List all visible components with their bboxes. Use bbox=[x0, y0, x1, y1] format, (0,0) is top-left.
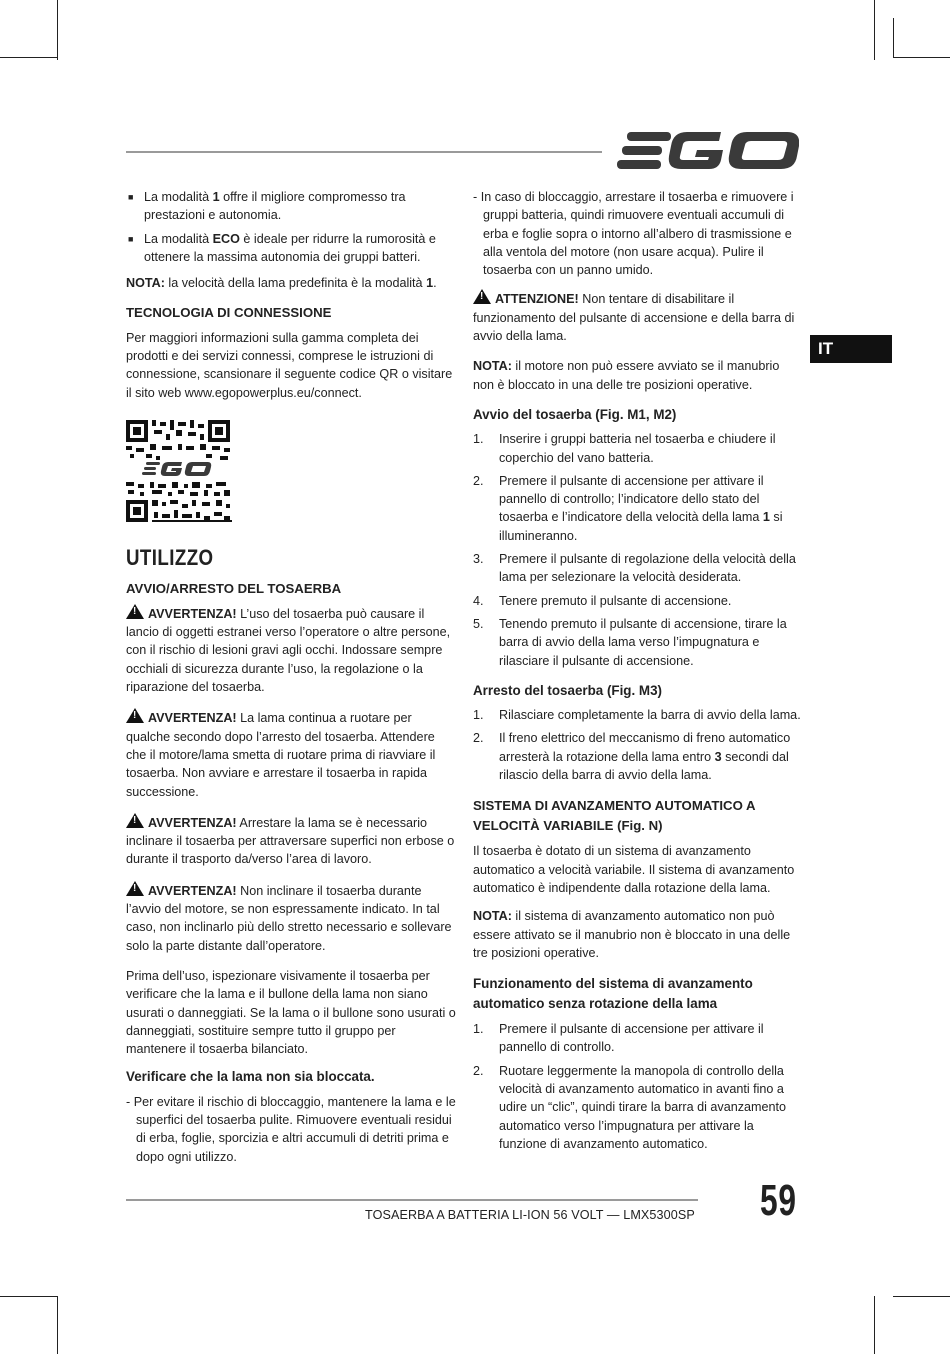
crop-mark bbox=[874, 0, 875, 60]
list-item: 4. Tenere premuto il pulsante di accensione. bbox=[473, 593, 732, 608]
note-paragraph: NOTA: il motore non può essere avviato se il manubrio non è bloccato in una delle tre posizioni operative. bbox=[473, 359, 780, 392]
left-column bbox=[126, 188, 456, 1166]
list-item: ■ La modalità 1 offre il migliore compromesso tra prestazioni e autonomia. bbox=[126, 188, 456, 225]
warning-icon: ! bbox=[126, 813, 144, 828]
func-steps-list bbox=[473, 1020, 803, 1153]
warning-paragraph: ! AVVERTENZA! La lama continua a ruotare per qualche secondo dopo l’arresto del tosaerba. Attendere che il motore/lama smetta di ruotare prima di riavviare il tosaerba. Non avviare e arrestare il tosaerba in rapida successione. bbox=[126, 710, 436, 799]
page-number: 59 bbox=[760, 1176, 797, 1225]
list-item: 1. Inserire i gruppi batteria nel tosaerba e chiudere il coperchio del vano batteria. bbox=[473, 432, 776, 465]
subsection-heading: Funzionamento del sistema di avanzamento automatico senza rotazione della lama bbox=[473, 976, 753, 1012]
stop-steps-list bbox=[473, 706, 803, 784]
footer-text: TOSAERBA A BATTERIA LI-ION 56 VOLT — LMX5300SP bbox=[365, 1208, 695, 1222]
subsection-heading: Verificare che la lama non sia bloccata. bbox=[126, 1069, 375, 1085]
crop-mark bbox=[893, 57, 950, 58]
header-rule bbox=[126, 151, 602, 153]
list-item: 5. Tenendo premuto il pulsante di accensione, tirare la barra di avvio della lama verso l’impugnatura e rilasciare il pulsante di accensione. bbox=[473, 616, 787, 668]
warning-icon: ! bbox=[126, 708, 144, 723]
list-item: 2. Ruotare leggermente la manopola di controllo della velocità di avanzamento automatico in avanti fino a udire un “clic”, quindi tirare la barra di avanzamento automatico verso l’impugnatura per attivare la funzione di avanzamento automatico. bbox=[473, 1063, 786, 1151]
dash-item: - In caso di bloccaggio, arrestare il tosaerba e rimuovere i gruppi batteria, quindi rimuovere eventuali accumuli di erba e foglie sopra o intorno all’albero di trasmissione e alla ventola del motore (non usare acqua). Pulire il tosaerba con un panno umido. bbox=[473, 190, 794, 278]
inspection-paragraph: Prima dell’uso, ispezionare visivamente il tosaerba per verificare che la lama e il bullone della lama non siano usurati o danneggiati. Se la lama o il bullone sono usurati o danneggiati, sostituire sempre tutto il gruppo per mantenere il tosaerba bilanciato. bbox=[126, 968, 456, 1057]
dash-item: - Per evitare il rischio di bloccaggio, mantenere la lama e le superfici del tosaerba pulite. Rimuovere eventuali residui di erba, foglie, sporcizia e altri accumuli di detriti prima e dopo ogni utilizzo. bbox=[126, 1094, 456, 1164]
crop-mark bbox=[893, 18, 894, 58]
crop-mark bbox=[0, 1296, 57, 1297]
warning-paragraph: ! AVVERTENZA! Non inclinare il tosaerba durante l’avvio del motore, se non espressamente indicato. In tal caso, non inclinarlo più dello stretto necessario e sollevare solo la parte distante dall’operatore. bbox=[126, 882, 452, 953]
start-steps-list bbox=[473, 430, 803, 670]
warning-icon: ! bbox=[126, 881, 144, 896]
subsection-heading: Avvio del tosaerba (Fig. M1, M2) bbox=[473, 406, 677, 422]
crop-mark bbox=[57, 1296, 58, 1354]
page-section-title: UTILIZZO bbox=[126, 545, 214, 571]
note-paragraph: NOTA: il sistema di avanzamento automatico non può essere attivato se il manubrio non è bloccato in una delle tre posizioni operative. bbox=[473, 909, 791, 960]
attention-paragraph: ! ATTENZIONE! Non tentare di disabilitare il funzionamento del pulsante di accensione e della barra di avvio della lama. bbox=[473, 291, 795, 344]
crop-mark bbox=[874, 1296, 875, 1354]
warning-icon: ! bbox=[473, 289, 491, 304]
warning-paragraph: ! AVVERTENZA! L’uso del tosaerba può causare il lancio di oggetti estranei verso l’operatore o altre persone, con il rischio di lesioni gravi agli occhi. Indossare sempre occhiali di sicurezza durante l’uso, la regolazione o la riparazione del tosaerba. bbox=[126, 605, 451, 695]
right-column bbox=[473, 188, 803, 1158]
connect-paragraph: Per maggiori informazioni sulla gamma completa dei prodotti e dei servizi connessi, comprese le istruzioni di connessione, scansionare il seguente codice QR o visitare il sito web www.egopowerplus.eu/connect. bbox=[126, 330, 453, 400]
ego-logo bbox=[617, 130, 799, 172]
note-paragraph: NOTA: la velocità della lama predefinita è la modalità 1. bbox=[126, 276, 437, 291]
list-item: 1. Rilasciare completamente la barra di avvio della lama. bbox=[473, 708, 801, 723]
list-item: 1. Premere il pulsante di accensione per attivare il pannello di controllo. bbox=[473, 1022, 764, 1055]
qr-code bbox=[126, 420, 232, 524]
list-item: 3. Premere il pulsante di regolazione della velocità della lama per selezionare la velocità desiderata. bbox=[473, 552, 796, 585]
warning-icon: ! bbox=[126, 604, 144, 619]
selfprop-paragraph: Il tosaerba è dotato di un sistema di avanzamento automatico a velocità variabile. Il sistema di avanzamento automatico è indipendente dalla rotazione della lama. bbox=[473, 844, 795, 895]
crop-mark bbox=[57, 0, 58, 60]
section-heading: SISTEMA DI AVANZAMENTO AUTOMATICO A VELOCITÀ VARIABILE (Fig. N) bbox=[473, 798, 756, 834]
crop-mark bbox=[0, 57, 57, 58]
footer-rule bbox=[126, 1199, 698, 1201]
crop-mark bbox=[893, 1296, 950, 1297]
warning-paragraph: ! AVVERTENZA! Arrestare la lama se è necessario inclinare il tosaerba per attraversare superfici non erbose o durante il trasporto da/verso l’area di lavoro. bbox=[126, 814, 455, 867]
subsection-heading: Arresto del tosaerba (Fig. M3) bbox=[473, 682, 662, 698]
list-item: 2. Il freno elettrico del meccanismo di freno automatico arresterà la rotazione della lama entro 3 secondi dal rilascio della barra di avvio della lama. bbox=[473, 731, 791, 783]
language-tab: IT bbox=[810, 335, 892, 363]
list-item: 2. Premere il pulsante di accensione per attivare il pannello di controllo; l’indicatore dello stato del tosaerba e l’indicatore della velocità della lama 1 si illumineranno. bbox=[473, 473, 783, 543]
list-item: ■ La modalità ECO è ideale per ridurre la rumorosità e ottenere la massima autonomia dei gruppi batteri. bbox=[126, 230, 456, 267]
section-heading: TECNOLOGIA DI CONNESSIONE bbox=[126, 305, 332, 321]
section-heading: AVVIO/ARRESTO DEL TOSAERBA bbox=[126, 580, 342, 596]
